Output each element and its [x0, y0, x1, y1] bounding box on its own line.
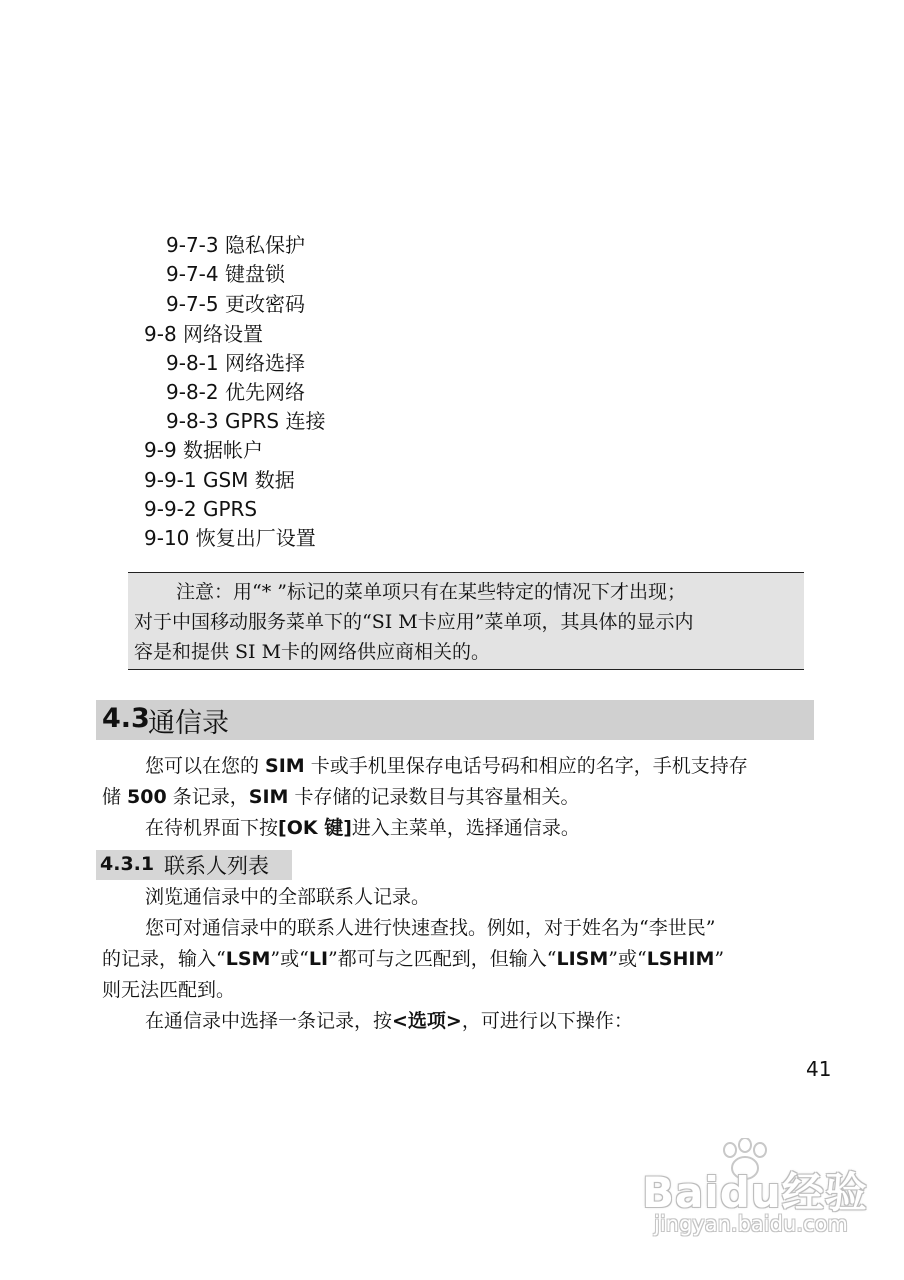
text: 您可以在您的 [145, 755, 266, 777]
menu-item-9-7-5: 9-7-5 更改密码 [166, 292, 305, 316]
watermark-logo: Baidu经验 [642, 1168, 868, 1217]
body-paragraph-2-line-1: 您可对通信录中的联系人进行快速查找。例如，对于姓名为“李世民” [145, 917, 716, 939]
text: ，可进行以下操作： [461, 1010, 633, 1032]
text-bold: LSM [225, 948, 271, 970]
menu-item-9-9-2: 9-9-2 GPRS [144, 497, 258, 521]
text-bold: <选项> [392, 1010, 462, 1032]
text: ”都可与之匹配到，但输入“ [328, 948, 557, 970]
menu-item-9-9-1: 9-9-1 GSM 数据 [144, 468, 295, 492]
menu-item-9-7-4: 9-7-4 键盘锁 [166, 262, 285, 286]
text: ”或“ [608, 948, 647, 970]
text: ” [714, 948, 725, 970]
note-line-1: 注意：用“* ”标记的菜单项只有在某些特定的情况下才出现； [176, 581, 686, 603]
text-bold: LSHIM [646, 948, 715, 970]
text-bold: LISM [556, 948, 609, 970]
body-paragraph-3 [145, 1006, 633, 1033]
text-bold: SIM [248, 786, 289, 808]
body-paragraph-2-line-2 [102, 944, 724, 971]
menu-item-9-10: 9-10 恢复出厂设置 [144, 526, 316, 550]
note-line-3: 容是和提供 SI M卡的网络供应商相关的。 [134, 641, 491, 663]
text: 卡或手机里保存电话号码和相应的名字，手机支持存 [304, 755, 748, 777]
text-bold: 500 [127, 786, 167, 808]
text: 条记录， [166, 786, 249, 808]
text: ”或“ [270, 948, 309, 970]
body-paragraph-2-line-3: 则无法匹配到。 [102, 979, 236, 1001]
note-box [128, 572, 804, 670]
body-paragraph-1: 浏览通信录中的全部联系人记录。 [145, 886, 431, 908]
menu-item-9-8-3: 9-8-3 GPRS 连接 [166, 409, 326, 433]
subsection-title: 联系人列表 [164, 854, 269, 878]
text-bold: SIM [265, 755, 305, 777]
text: 在待机界面下按 [145, 817, 279, 839]
page-number: 41 [806, 1057, 832, 1081]
subsection-heading [96, 850, 292, 880]
intro-paragraph-1-line-2 [102, 782, 579, 809]
text-bold: LI [308, 948, 329, 970]
text: 卡存储的记录数目与其容量相关。 [288, 786, 580, 808]
text: 储 [102, 786, 128, 808]
intro-paragraph-1-line-1 [145, 751, 748, 778]
text-bold: [OK [278, 817, 318, 839]
menu-item-9-7-3: 9-7-3 隐私保护 [166, 233, 305, 257]
text: 在通信录中选择一条记录，按 [145, 1010, 393, 1032]
text: 进入主菜单，选择通信录。 [351, 817, 580, 839]
section-number: 4.3 [102, 703, 150, 734]
text-bold: 键] [317, 817, 352, 839]
note-line-2: 对于中国移动服务菜单下的“SI M卡应用”菜单项，其具体的显示内 [134, 611, 694, 633]
intro-paragraph-2 [145, 813, 580, 840]
menu-item-9-8-2: 9-8-2 优先网络 [166, 380, 305, 404]
text: 的记录，输入“ [102, 948, 226, 970]
menu-item-9-8-1: 9-8-1 网络选择 [166, 351, 305, 375]
watermark-url: jingyan.baidu.com [654, 1212, 848, 1236]
menu-item-9-9: 9-9 数据帐户 [144, 438, 264, 462]
section-title: 通信录 [148, 708, 229, 739]
menu-item-9-8: 9-8 网络设置 [144, 322, 264, 346]
subsection-number: 4.3.1 [100, 853, 155, 875]
section-heading [96, 700, 814, 740]
